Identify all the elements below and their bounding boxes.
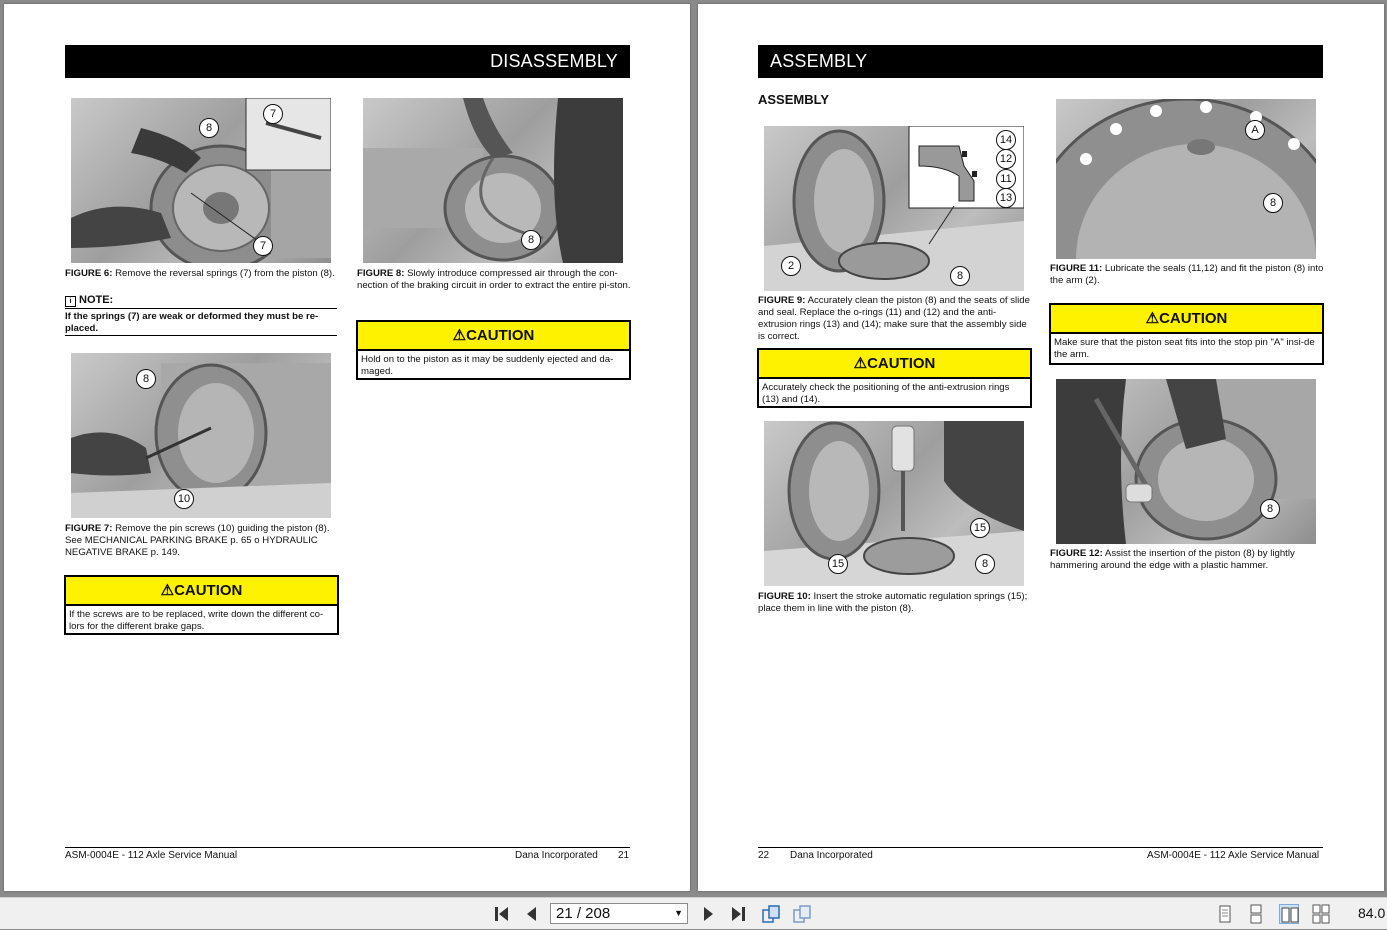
callout-8: 8	[975, 554, 995, 574]
caution-title: CAUTION	[867, 355, 936, 372]
callout-8: 8	[199, 118, 219, 138]
caution-text: Accurately check the positioning of the anti-extrusion rings (13) and (14).	[762, 382, 1010, 405]
callout-14: 14	[996, 130, 1016, 150]
figure-8-image	[363, 98, 623, 263]
figure-10-caption: FIGURE 10: Insert the stroke automatic regulation springs (15); place them in line with the piston (8).	[758, 591, 1028, 614]
note-icon: i	[65, 296, 76, 307]
page-number-select[interactable]	[550, 903, 688, 924]
continuous-icon[interactable]	[1246, 904, 1266, 924]
next-page-icon[interactable]	[698, 904, 718, 924]
figure-12-image	[1056, 379, 1316, 544]
first-page-icon[interactable]	[492, 904, 512, 924]
footer-manual-title: ASM-0004E - 112 Axle Service Manual	[65, 850, 238, 861]
single-page-icon[interactable]	[1215, 904, 1235, 924]
figure-11-image	[1056, 99, 1316, 259]
warning-triangle-icon: ⚠	[452, 327, 467, 344]
caution-text: If the screws are to be replaced, write down the different co-lors for the different brake gaps.	[69, 609, 324, 632]
callout-2: 2	[781, 256, 801, 276]
callout-8: 8	[950, 266, 970, 286]
callout-10: 10	[174, 489, 194, 509]
footer-manual-title: ASM-0004E - 112 Axle Service Manual	[1147, 850, 1320, 861]
callout-8: 8	[136, 369, 156, 389]
figure-6-caption: FIGURE 6: Remove the reversal springs (7) from the piston (8).	[65, 268, 335, 279]
caution-title: CAUTION	[1159, 310, 1228, 327]
note-rule-bottom	[65, 335, 337, 336]
previous-page-icon[interactable]	[522, 904, 542, 924]
caution-text: Hold on to the piston as it may be suddenly ejected and da-maged.	[361, 354, 614, 377]
footer-rule	[758, 847, 1323, 848]
section-header: ASSEMBLY	[758, 45, 1323, 78]
caution-box	[757, 348, 1032, 408]
facing-continuous-icon[interactable]	[1311, 904, 1331, 924]
footer-page-number: 22	[758, 850, 770, 861]
caution-title: CAUTION	[466, 327, 535, 344]
callout-13: 13	[996, 188, 1016, 208]
figure-9-image	[764, 126, 1024, 291]
footer-company: Dana Incorporated	[790, 850, 873, 861]
note-text: If the springs (7) are weak or deformed they must be re-placed.	[65, 311, 319, 334]
figure-9-caption: FIGURE 9: Accurately clean the piston (8) and the seats of slide and seal. Replace the o-rings (11) and (12) and the anti-extrusion rings (13) and (14); make sure that the assembly side is correct.	[758, 295, 1030, 342]
note-title: i NOTE:	[65, 294, 113, 307]
left-page	[4, 4, 690, 891]
footer-rule	[65, 847, 630, 848]
subheading: ASSEMBLY	[758, 92, 830, 107]
footer-page-number: 21	[618, 850, 630, 861]
caution-box	[1049, 303, 1324, 365]
caution-box	[356, 320, 631, 380]
viewer-toolbar	[0, 897, 1387, 929]
page-indicator: 21 / 208	[556, 905, 611, 922]
caution-text: Make sure that the piston seat fits into the stop pin "A" insi-de the arm.	[1054, 337, 1315, 360]
note-rule-top	[65, 308, 337, 309]
callout-8: 8	[521, 230, 541, 250]
callout-7: 7	[253, 236, 273, 256]
section-header: DISASSEMBLY	[65, 45, 630, 78]
footer-company: Dana Incorporated	[515, 850, 598, 861]
caution-box	[64, 575, 339, 635]
warning-triangle-icon: ⚠	[160, 582, 175, 599]
callout-8: 8	[1260, 499, 1280, 519]
warning-triangle-icon: ⚠	[853, 355, 868, 372]
callout-15: 15	[828, 554, 848, 574]
caution-title: CAUTION	[174, 582, 243, 599]
figure-7-caption: FIGURE 7: Remove the pin screws (10) guiding the piston (8). See MECHANICAL PARKING BRAKE p. 65 o HYDRAULIC NEGATIVE BRAKE p. 149.	[65, 523, 330, 558]
figure-8-caption: FIGURE 8: Slowly introduce compressed air through the con-nection of the braking circuit in order to extract the entire pi-ston.	[357, 268, 631, 291]
chevron-down-icon: ▼	[674, 908, 683, 918]
figure-7-image	[71, 353, 331, 518]
callout-11: 11	[996, 169, 1016, 189]
fit-icon[interactable]	[792, 904, 812, 924]
facing-icon[interactable]	[1279, 904, 1299, 924]
rotate-icon[interactable]	[761, 904, 781, 924]
callout-A: A	[1245, 120, 1265, 140]
last-page-icon[interactable]	[728, 904, 748, 924]
callout-8: 8	[1263, 193, 1283, 213]
figure-10-image	[764, 421, 1024, 586]
zoom-level[interactable]: 84.0	[1358, 905, 1386, 921]
figure-12-caption: FIGURE 12: Assist the insertion of the piston (8) by lightly hammering around the edge with a plastic hammer.	[1050, 548, 1295, 571]
callout-15: 15	[970, 518, 990, 538]
warning-triangle-icon: ⚠	[1145, 310, 1160, 327]
figure-11-caption: FIGURE 11: Lubricate the seals (11,12) and fit the piston (8) into the arm (2).	[1050, 263, 1324, 286]
figure-6-image	[71, 98, 331, 263]
callout-7: 7	[263, 104, 283, 124]
right-page	[698, 4, 1384, 891]
callout-12: 12	[996, 149, 1016, 169]
